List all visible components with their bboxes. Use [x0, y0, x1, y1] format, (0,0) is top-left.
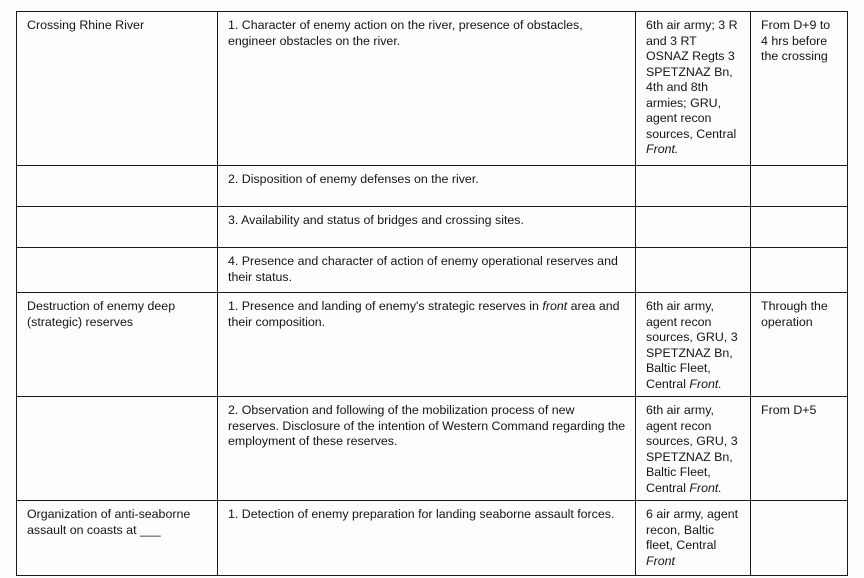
sources-emphasis: Front [646, 553, 675, 568]
sources-text: 6th air army, agent recon sources, GRU, 3 SPETZNAZ Bn, Baltic Fleet, Central [646, 299, 738, 391]
timing-cell [751, 12, 848, 166]
sources-cell [636, 248, 751, 293]
sources-text: 6th air army; 3 R and 3 RT OSNAZ Regts 3 SPETZNAZ Bn, 4th and 8th armies; GRU, agent recon sources, Central [646, 18, 738, 141]
sources-emphasis: Front. [689, 480, 722, 495]
info-item-cell [218, 207, 636, 248]
timing-cell [751, 501, 848, 576]
sources-cell [636, 293, 751, 397]
sources-emphasis: Front. [689, 376, 722, 391]
sources-cell [636, 397, 751, 501]
info-item-cell [218, 397, 636, 501]
sources-emphasis: Front. [646, 142, 679, 156]
sources-cell [636, 207, 751, 248]
task-cell [17, 293, 218, 397]
info-item-text-end: area and their composition. [228, 299, 620, 329]
task-cell [17, 12, 218, 166]
sources-cell [636, 12, 751, 166]
info-item-emphasis: front [542, 299, 568, 313]
task-text: Organization of anti-seaborne assault on coasts at ___ [27, 507, 191, 537]
timing-cell [751, 293, 848, 397]
table-row [17, 293, 848, 397]
info-item-text: 1. Character of enemy action on the river, presence of obstacles, engineer obstacles on the river. [228, 18, 583, 48]
info-item-cell [218, 293, 636, 397]
info-item-text: 2. Disposition of enemy defenses on the river. [228, 172, 479, 186]
table-row [17, 397, 848, 501]
info-item-cell [218, 12, 636, 166]
table-row [17, 12, 848, 166]
info-item-text: 4. Presence and character of action of enemy operational reserves and their status. [228, 254, 618, 284]
task-text: Destruction of enemy deep (strategic) reserves [27, 299, 176, 329]
sources-cell [636, 166, 751, 207]
sources-text: 6 air army, agent recon, Baltic fleet, Central [646, 507, 739, 552]
timing-cell [751, 166, 848, 207]
table-row [17, 248, 848, 293]
task-cell [17, 248, 218, 293]
info-item-text: 1. Presence and landing of enemy's strategic reserves in [228, 299, 543, 313]
timing-cell [751, 397, 848, 501]
task-cell [17, 397, 218, 501]
info-item-cell [218, 248, 636, 293]
table-row [17, 501, 848, 576]
timing-text: Through the operation [761, 299, 828, 329]
info-item-text: 2. Observation and following of the mobilization process of new reserves. Disclosure of the intention of Western Command regarding the employment of these reserves. [228, 403, 626, 448]
timing-cell [751, 207, 848, 248]
info-item-cell [218, 501, 636, 576]
task-text: Crossing Rhine River [27, 18, 145, 32]
table-row [17, 166, 848, 207]
reconnaissance-tasks-table [16, 11, 848, 576]
task-cell [17, 207, 218, 248]
sources-cell [636, 501, 751, 576]
timing-cell [751, 248, 848, 293]
info-item-text: 1. Detection of enemy preparation for landing seaborne assault forces. [228, 507, 615, 521]
table-row [17, 207, 848, 248]
info-item-text: 3. Availability and status of bridges and crossing sites. [228, 213, 524, 227]
sources-text: 6th air army, agent recon sources, GRU, 3 SPETZNAZ Bn, Baltic Fleet, Central [646, 403, 738, 495]
task-cell [17, 166, 218, 207]
task-cell [17, 501, 218, 576]
timing-text: From D+9 to 4 hrs before the crossing [761, 18, 831, 63]
info-item-cell [218, 166, 636, 207]
timing-text: From D+5 [761, 403, 817, 417]
